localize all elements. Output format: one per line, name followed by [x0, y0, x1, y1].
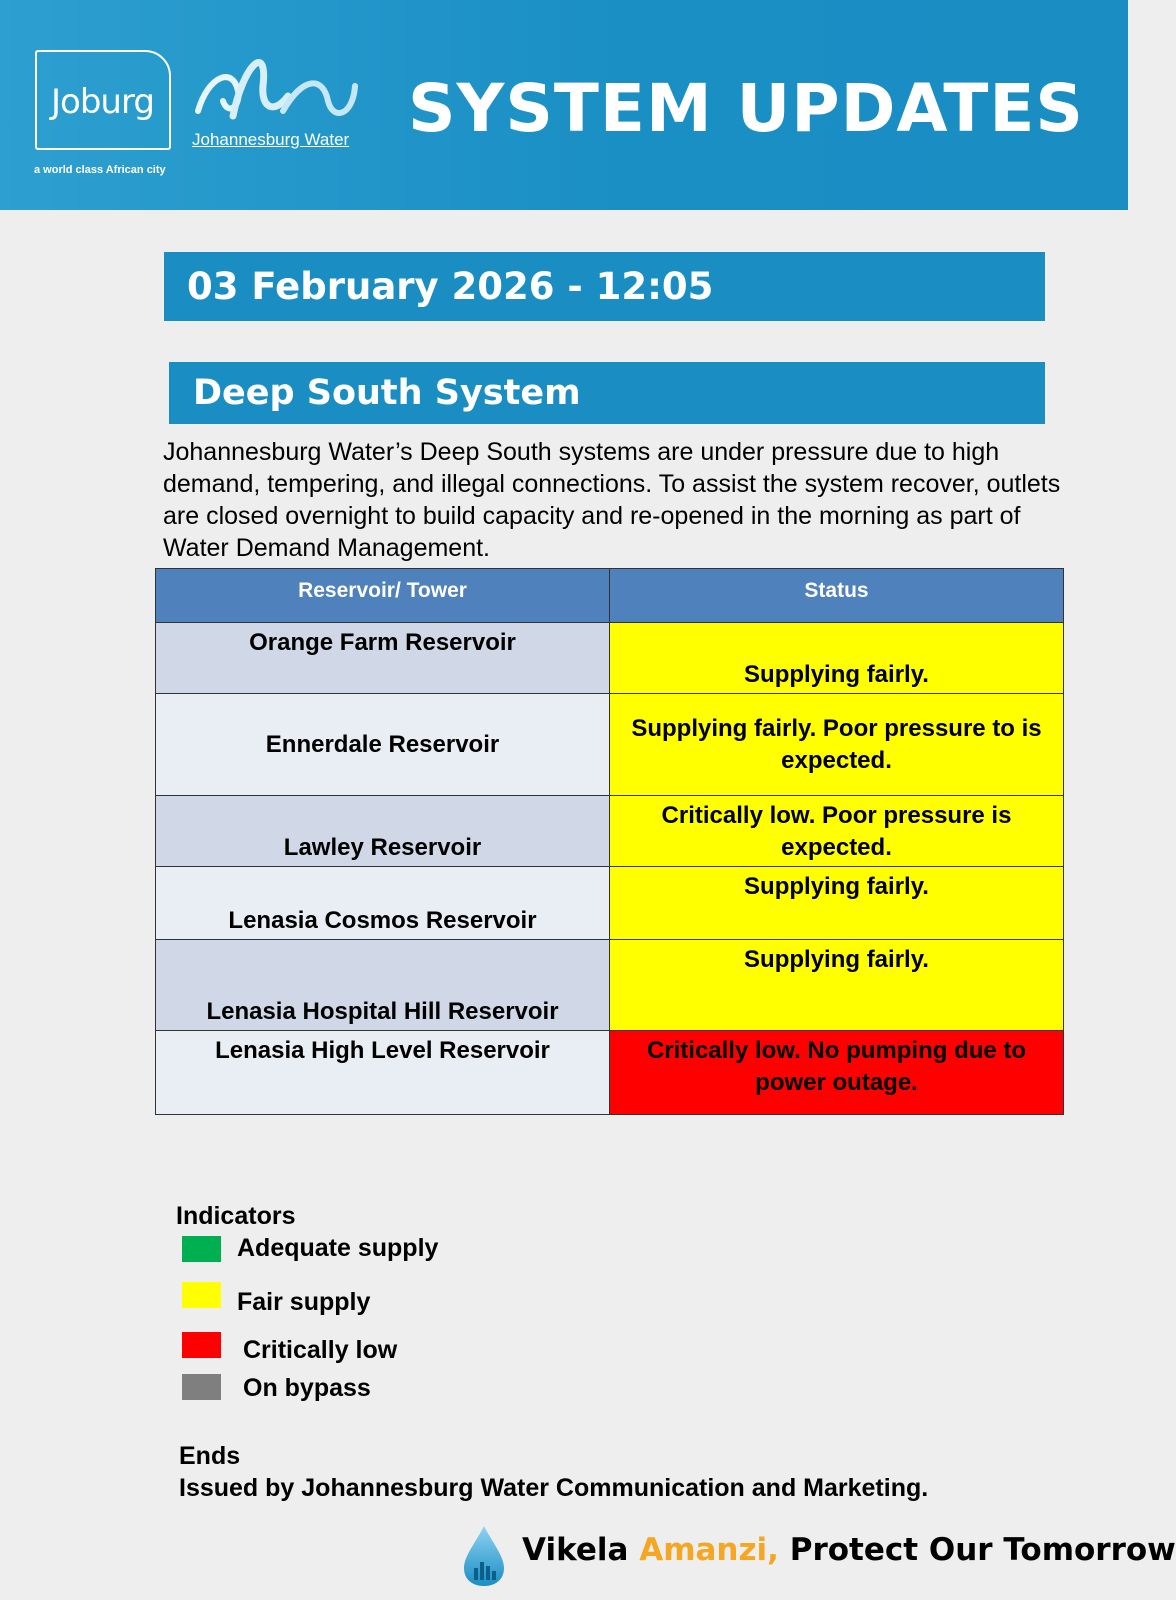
water-drop-icon: [462, 1524, 506, 1588]
column-header-reservoir: Reservoir/ Tower: [156, 569, 610, 623]
slogan-part-3: Protect Our Tomorrow: [778, 1532, 1176, 1568]
green-swatch: [182, 1236, 221, 1262]
header-banner: [0, 0, 1128, 210]
page-title: SYSTEM UPDATES: [408, 70, 1084, 147]
joburg-logo: [35, 50, 171, 150]
system-name: Deep South System: [193, 373, 581, 413]
issued-by: Issued by Johannesburg Water Communication and Marketing.: [179, 1474, 929, 1502]
intro-paragraph: Johannesburg Water’s Deep South systems are under pressure due to high demand, tempering, and illegal connections. To assist the system recover, outlets are closed overnight to build capacity and re-opened in the morning as part of Water Demand Management.: [163, 438, 1061, 562]
date-time: 03 February 2026 - 12:05: [187, 265, 714, 308]
yellow-swatch: [182, 1282, 221, 1308]
ends-label: Ends: [179, 1442, 241, 1470]
slogan-part-1: Vikela: [522, 1532, 640, 1568]
slogan-accent: Amanzi,: [639, 1532, 779, 1568]
table-row: [156, 694, 1064, 796]
table-header-row: [156, 569, 1064, 623]
column-header-status: Status: [610, 569, 1064, 623]
reservoir-name: Orange Farm Reservoir: [156, 623, 610, 694]
grey-swatch: [182, 1374, 221, 1400]
legend-label: On bypass: [243, 1374, 371, 1402]
reservoir-status: Supplying fairly.: [610, 623, 1064, 694]
reservoir-name: Lenasia Cosmos Reservoir: [156, 867, 610, 940]
joburg-logo-text: Joburg: [51, 82, 154, 122]
system-bar: [169, 362, 1045, 424]
reservoir-name: Lenasia High Level Reservoir: [156, 1031, 610, 1115]
table-row: [156, 623, 1064, 694]
reservoir-name: Lenasia Hospital Hill Reservoir: [156, 940, 610, 1031]
date-bar: [164, 252, 1045, 321]
reservoir-status: Supplying fairly. Poor pressure to is expected.: [610, 694, 1064, 796]
slogan-text: [522, 1532, 1176, 1568]
footer-slogan: [462, 1524, 1176, 1584]
reservoir-status-table: [155, 568, 1064, 1115]
reservoir-status: Critically low. Poor pressure is expected.: [610, 796, 1064, 867]
legend-label: Fair supply: [237, 1288, 371, 1316]
legend-label: Adequate supply: [237, 1234, 439, 1262]
reservoir-name: Lawley Reservoir: [156, 796, 610, 867]
table-row: [156, 940, 1064, 1031]
table-row: [156, 867, 1064, 940]
red-swatch: [182, 1332, 221, 1358]
legend-label: Critically low: [243, 1336, 398, 1364]
reservoir-status: Critically low. No pumping due to power outage.: [610, 1031, 1064, 1115]
reservoir-status: Supplying fairly.: [610, 940, 1064, 1031]
legend-title: Indicators: [176, 1202, 296, 1230]
reservoir-status: Supplying fairly.: [610, 867, 1064, 940]
reservoir-name: Ennerdale Reservoir: [156, 694, 610, 796]
table-row: [156, 796, 1064, 867]
johannesburg-water-logo-text: Johannesburg Water: [192, 130, 350, 149]
table-row: [156, 1031, 1064, 1115]
joburg-tagline: a world class African city: [34, 164, 166, 176]
johannesburg-water-wave-icon: [193, 46, 363, 136]
